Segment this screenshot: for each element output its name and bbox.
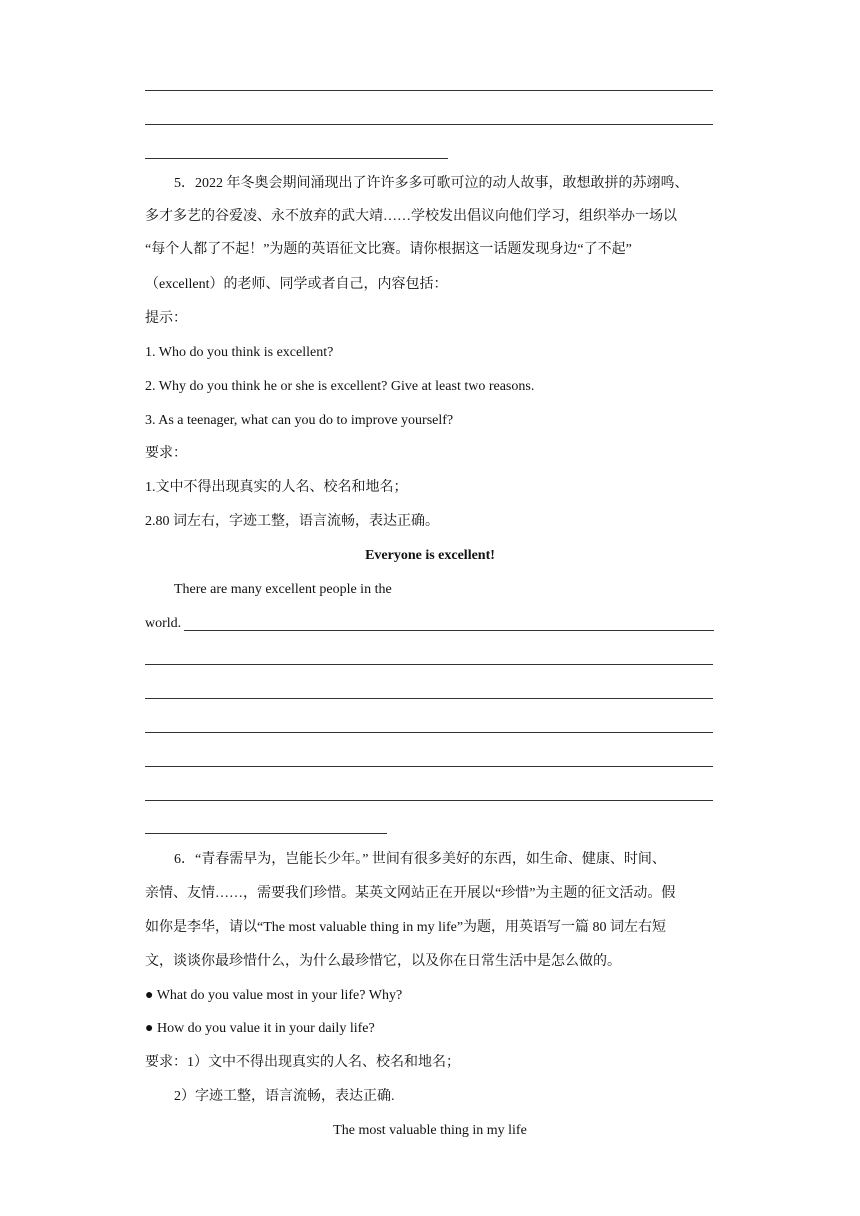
q5-hint-item: 2. Why do you think he or she is excellent? Give at least two reasons. [145, 379, 535, 394]
q5-requirements-label: 要求： [145, 446, 187, 461]
q6-requirement-line: 2）字迹工整，语言流畅，表达正确. [174, 1089, 395, 1104]
q5-requirement-item: 2.80 词左右，字迹工整，语言流畅，表达正确。 [145, 514, 439, 529]
q5-essay-start: There are many excellent people in the [174, 582, 392, 597]
q5-hint-label: 提示： [145, 311, 187, 326]
q6-paragraph-line: 文，谈谈你最珍惜什么，为什么最珍惜它，以及你在日常生活中是怎么做的。 [145, 954, 621, 969]
answer-line[interactable] [145, 124, 713, 125]
answer-line[interactable] [145, 664, 713, 665]
q5-paragraph-line: 多才多艺的谷爱凌、永不放弃的武大靖……学校发出倡议向他们学习，组织举办一场以 [145, 209, 677, 224]
q5-hint-item: 3. As a teenager, what can you do to improve yourself? [145, 413, 454, 428]
q6-requirement-line: 要求：1）文中不得出现真实的人名、校名和地名； [145, 1055, 460, 1070]
q5-paragraph-line: （excellent）的老师、同学或者自己，内容包括： [145, 277, 448, 292]
answer-line[interactable] [145, 766, 713, 767]
q6-bullet-item: ● How do you value it in your daily life? [145, 1021, 375, 1036]
q6-paragraph-line: 如你是李华，请以“The most valuable thing in my life”为题，用英语写一篇 80 词左右短 [145, 920, 667, 935]
answer-line[interactable] [145, 698, 713, 699]
q6-bullet-item: ● What do you value most in your life? Why? [145, 988, 403, 1003]
q6-paragraph-line: 亲情、友情……，需要我们珍惜。某英文网站正在开展以“珍惜”为主题的征文活动。假 [145, 886, 676, 901]
q5-paragraph-line: 5．2022 年冬奥会期间涌现出了许许多多可歌可泣的动人故事，敢想敢拼的苏翊鸣、 [174, 176, 689, 191]
q6-paragraph-line: 6．“青春需早为，岂能长少年。” 世间有很多美好的东西，如生命、健康、时间、 [174, 852, 666, 867]
q5-requirement-item: 1.文中不得出现真实的人名、校名和地名； [145, 480, 408, 495]
answer-line[interactable] [184, 630, 714, 631]
q6-essay-title: The most valuable thing in my life [333, 1123, 527, 1138]
q5-hint-item: 1. Who do you think is excellent? [145, 345, 334, 360]
answer-line[interactable] [145, 732, 713, 733]
answer-line[interactable] [145, 90, 713, 91]
q5-essay-start: world. [145, 616, 182, 631]
q5-paragraph-line: “每个人都了不起！”为题的英语征文比赛。请你根据这一话题发现身边“了不起” [145, 242, 632, 257]
q5-essay-title: Everyone is excellent! [365, 548, 495, 563]
answer-line[interactable] [145, 800, 713, 801]
answer-line[interactable] [145, 833, 387, 834]
answer-line[interactable] [145, 158, 448, 159]
